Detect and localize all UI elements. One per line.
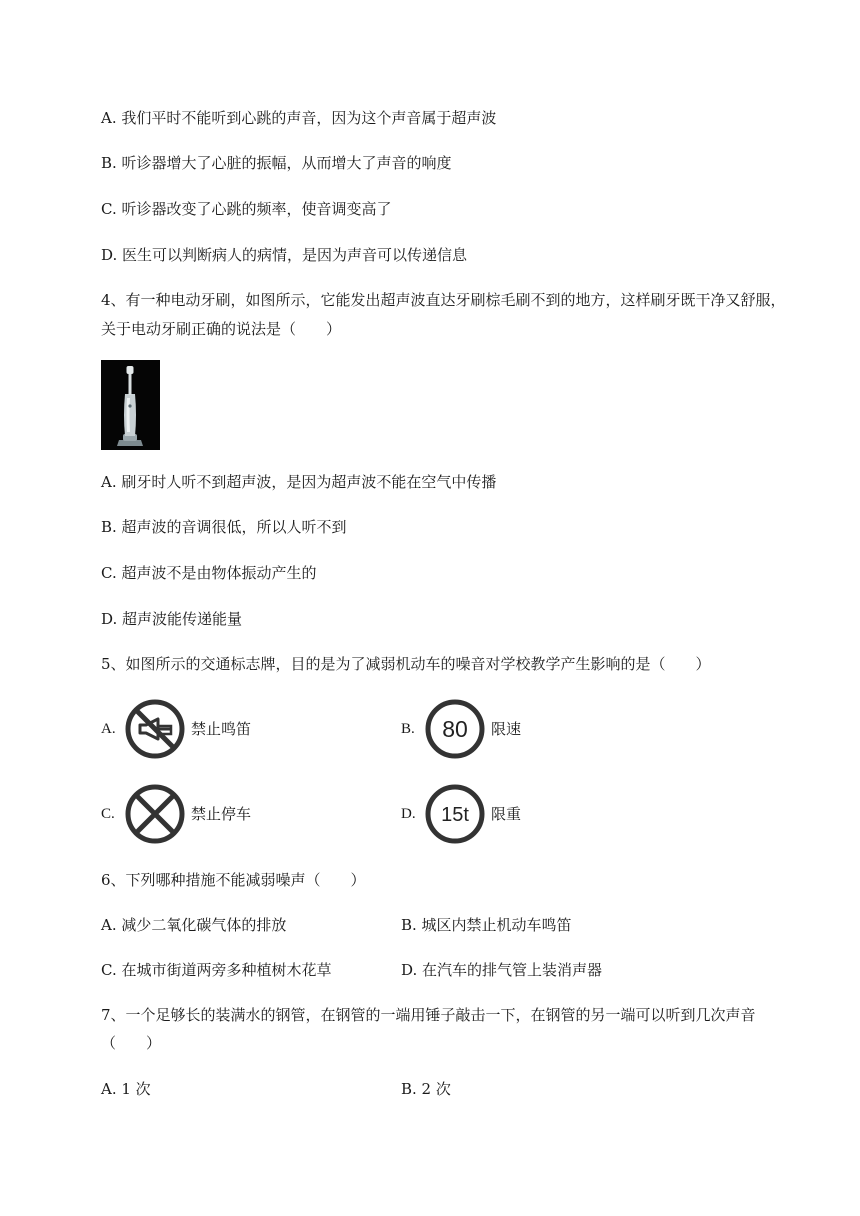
q4-option-c: C. 超声波不是由物体振动产生的 [101,564,317,582]
q5-option-a-label: A. [101,721,116,737]
q7-stem-line1: 7、一个足够长的装满水的钢管，在钢管的一端用锤子敲击一下，在钢管的另一端可以听到几次声音 [101,1006,756,1024]
q3-option-a: A. 我们平时不能听到心跳的声音，因为这个声音属于超声波 [101,109,497,127]
weight-limit-value: 15t [441,804,469,826]
q5-option-b-label: B. [401,721,415,737]
q3-option-c: C. 听诊器改变了心跳的频率，使音调变高了 [101,200,392,218]
q5-option-c-text: 禁止停车 [191,805,252,823]
weight-limit-sign-icon [424,783,486,845]
q3-option-b: B. 听诊器增大了心脏的振幅，从而增大了声音的响度 [101,154,452,172]
q6-option-d: D. 在汽车的排气管上装消声器 [401,961,603,979]
q5-option-b-text: 限速 [491,720,522,738]
q6-option-c: C. 在城市街道两旁多种植树木花草 [101,961,332,979]
no-parking-sign-icon [124,783,186,845]
q5-stem: 5、如图所示的交通标志牌，目的是为了减弱机动车的噪音对学校教学产生影响的是（ ） [101,655,711,673]
q6-option-b: B. 城区内禁止机动车鸣笛 [401,916,572,934]
q5-option-d-text: 限重 [491,805,522,823]
q6-option-a: A. 减少二氧化碳气体的排放 [101,916,287,934]
q4-option-d: D. 超声波能传递能量 [101,610,243,628]
speed-limit-sign-icon [424,698,486,760]
q5-option-c-label: C. [101,806,115,822]
q6-stem: 6、下列哪种措施不能减弱噪声（ ） [101,871,366,889]
q3-option-d: D. 医生可以判断病人的病情，是因为声音可以传递信息 [101,246,468,264]
q7-option-a: A. 1 次 [101,1080,151,1098]
speed-limit-value: 80 [442,716,468,742]
q4-stem-line1: 4、有一种电动牙刷，如图所示，它能发出超声波直达牙刷棕毛刷不到的地方，这样刷牙既干净又舒服， [101,291,786,309]
q5-option-a-text: 禁止鸣笛 [191,720,252,738]
q7-stem-line2: （ ） [101,1034,162,1052]
q7-option-b: B. 2 次 [401,1080,451,1098]
electric-toothbrush-image [101,360,160,450]
q4-stem-line2: 关于电动牙刷正确的说法是（ ） [101,320,342,338]
q4-option-b: B. 超声波的音调很低，所以人听不到 [101,518,347,536]
q4-option-a: A. 刷牙时人听不到超声波，是因为超声波不能在空气中传播 [101,473,497,491]
q5-option-d-label: D. [401,806,416,822]
no-honking-sign-icon [124,698,186,760]
